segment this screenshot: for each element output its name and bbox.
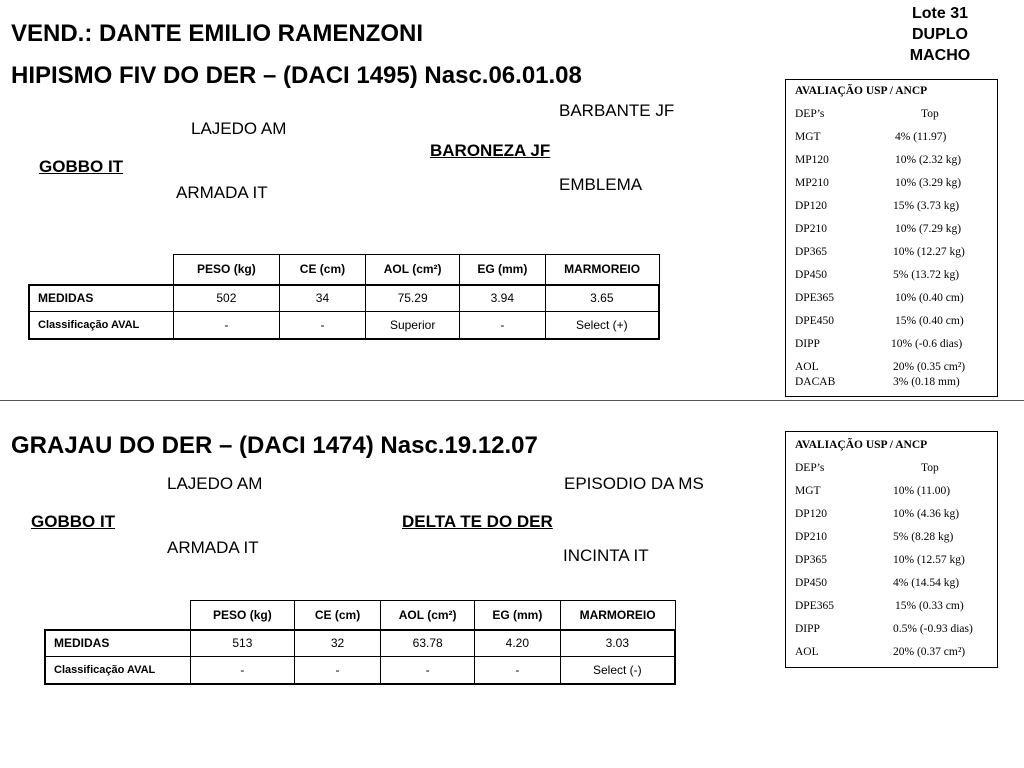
evaluation-row: [795, 508, 985, 522]
col-marmoreio: MARMOREIO: [560, 601, 675, 630]
eval-value: 20% (0.37 cm²): [893, 646, 966, 658]
cell-value: -: [174, 312, 280, 339]
evaluation-row: [795, 223, 985, 237]
animal2-dam-sire: EPISODIO DA MS: [564, 474, 704, 493]
eval-key: DP120: [795, 508, 827, 520]
eval-value: 4% (14.54 kg): [893, 577, 960, 589]
eval-value: 4% (11.97): [895, 131, 947, 143]
col-aol: AOL (cm²): [366, 255, 460, 285]
cell-value: 513: [191, 630, 295, 657]
eval-value: 10% (0.40 cm): [895, 292, 964, 304]
animal1-measures-table: [28, 254, 660, 340]
evaluation-row: [795, 131, 985, 145]
animal1-dam-sire: BARBANTE JF: [559, 101, 675, 120]
eval-key: DP450: [795, 269, 827, 281]
evaluation-row: [795, 485, 985, 499]
table-row: [29, 285, 659, 312]
table-row: [45, 630, 675, 657]
col-ce: CE (cm): [294, 601, 381, 630]
eval-key: AOL: [795, 646, 819, 658]
cell-value: 502: [174, 285, 280, 312]
eval-value: 10% (12.27 kg): [893, 246, 965, 258]
eval-key: DPE365: [795, 600, 834, 612]
evaluation-row: [795, 462, 985, 476]
cell-value: -: [191, 657, 295, 684]
col-eg: EG (mm): [460, 255, 546, 285]
evaluation-row: [795, 646, 985, 660]
evaluation-row: [795, 246, 985, 260]
table-corner: [45, 601, 191, 630]
col-marmoreio: MARMOREIO: [545, 255, 659, 285]
cell-value: Superior: [366, 312, 460, 339]
row-label-medidas: MEDIDAS: [29, 285, 174, 312]
cell-value: -: [474, 657, 560, 684]
animal2-sire-sire: LAJEDO AM: [167, 474, 263, 493]
row-label-classificacao: Classificação AVAL: [29, 312, 174, 339]
eval-key: DP120: [795, 200, 827, 212]
eval-value: 10% (4.36 kg): [893, 508, 960, 520]
table-row: [29, 312, 659, 339]
col-peso: PESO (kg): [191, 601, 295, 630]
eval-value: 5% (8.28 kg): [893, 531, 954, 543]
lot-type-line1: DUPLO: [912, 26, 968, 43]
evaluation-row: [795, 376, 985, 390]
eval-value: 15% (3.73 kg): [893, 200, 960, 212]
cell-value: 3.94: [460, 285, 546, 312]
evaluation-row: [795, 554, 985, 568]
eval-key: DEP’s: [795, 108, 825, 120]
animal2-sire-dam: ARMADA IT: [167, 538, 259, 557]
evaluation-row: [795, 108, 985, 122]
eval-value: Top: [921, 108, 939, 120]
eval-key: DP365: [795, 554, 827, 566]
eval-key: MGT: [795, 131, 821, 143]
cell-value: Select (-): [560, 657, 675, 684]
table-header-row: [45, 601, 675, 630]
animal1-evaluation-box: [785, 79, 998, 397]
cell-value: 32: [294, 630, 381, 657]
animal1-dam-dam: EMBLEMA: [559, 175, 643, 194]
evaluation-row: [795, 154, 985, 168]
row-label-medidas: MEDIDAS: [45, 630, 191, 657]
evaluation-row: [795, 269, 985, 283]
animal2-title: GRAJAU DO DER – (DACI 1474) Nasc.19.12.07: [11, 432, 538, 459]
evaluation-row: [795, 200, 985, 214]
cell-value: 4.20: [474, 630, 560, 657]
eval-value: 10% (11.00): [893, 485, 951, 497]
table-header-row: [29, 255, 659, 285]
eval-value: Top: [921, 462, 939, 474]
cell-value: 34: [279, 285, 366, 312]
animal1-sire-sire: LAJEDO AM: [191, 119, 287, 138]
cell-value: 3.65: [545, 285, 659, 312]
eval-key: DIPP: [795, 623, 820, 635]
section-divider: [0, 400, 1024, 401]
animal2-dam-dam: INCINTA IT: [563, 546, 649, 565]
eval-value: 15% (0.33 cm): [895, 600, 964, 612]
animal2-dam: DELTA TE DO DER: [402, 512, 553, 531]
eval-value: 15% (0.40 cm): [895, 315, 964, 327]
eval-key: DP210: [795, 223, 827, 235]
col-aol: AOL (cm²): [381, 601, 475, 630]
eval-key: MGT: [795, 485, 821, 497]
eval-value: 10% (-0.6 dias): [891, 338, 963, 350]
eval-key: DEP’s: [795, 462, 825, 474]
evaluation-title: AVALIAÇÃO USP / ANCP: [795, 439, 928, 451]
evaluation-row: [795, 623, 985, 637]
eval-key: MP210: [795, 177, 829, 189]
cell-value: 75.29: [366, 285, 460, 312]
evaluation-row: [795, 315, 985, 329]
table-corner: [29, 255, 174, 285]
eval-value: 0.5% (-0.93 dias): [893, 623, 973, 635]
animal1-sire-dam: ARMADA IT: [176, 183, 268, 202]
evaluation-row: [795, 600, 985, 614]
evaluation-row: [795, 531, 985, 545]
evaluation-row: [795, 177, 985, 191]
table-row: [45, 657, 675, 684]
evaluation-row: [795, 577, 985, 591]
eval-key: MP120: [795, 154, 829, 166]
cell-value: -: [460, 312, 546, 339]
animal1-title: HIPISMO FIV DO DER – (DACI 1495) Nasc.06.01.08: [11, 62, 582, 89]
eval-value: 10% (2.32 kg): [895, 154, 962, 166]
eval-key: DPE365: [795, 292, 834, 304]
evaluation-row: [795, 338, 985, 352]
eval-key: DP450: [795, 577, 827, 589]
lot-number: Lote 31: [911, 5, 968, 22]
cell-value: 3.03: [560, 630, 675, 657]
col-ce: CE (cm): [279, 255, 366, 285]
eval-key: DPE450: [795, 315, 834, 327]
eval-key: DIPP: [795, 338, 820, 350]
row-label-classificacao: Classificação AVAL: [45, 657, 191, 684]
lot-type-line2: MACHO: [909, 47, 971, 64]
cell-value: -: [381, 657, 475, 684]
evaluation-row: [795, 361, 985, 375]
eval-value: 10% (12.57 kg): [893, 554, 965, 566]
animal1-sire: GOBBO IT: [39, 157, 124, 176]
eval-value: 10% (3.29 kg): [895, 177, 962, 189]
eval-key: DP365: [795, 246, 827, 258]
evaluation-title: AVALIAÇÃO USP / ANCP: [795, 85, 928, 97]
vendor-title: VEND.: DANTE EMILIO RAMENZONI: [11, 20, 423, 47]
col-peso: PESO (kg): [174, 255, 280, 285]
animal2-measures-table: [44, 600, 676, 685]
cell-value: Select (+): [545, 312, 659, 339]
lot-label: [896, 3, 984, 66]
eval-key: DACAB: [795, 376, 836, 388]
animal1-dam: BARONEZA JF: [430, 141, 551, 160]
cell-value: -: [279, 312, 366, 339]
eval-value: 20% (0.35 cm²): [893, 361, 966, 373]
eval-value: 3% (0.18 mm): [893, 376, 960, 388]
col-eg: EG (mm): [474, 601, 560, 630]
cell-value: -: [294, 657, 381, 684]
cell-value: 63.78: [381, 630, 475, 657]
eval-key: DP210: [795, 531, 827, 543]
eval-value: 10% (7.29 kg): [895, 223, 962, 235]
animal2-sire: GOBBO IT: [31, 512, 116, 531]
evaluation-row: [795, 292, 985, 306]
animal2-evaluation-box: [785, 431, 998, 668]
eval-value: 5% (13.72 kg): [893, 269, 960, 281]
eval-key: AOL: [795, 361, 819, 373]
